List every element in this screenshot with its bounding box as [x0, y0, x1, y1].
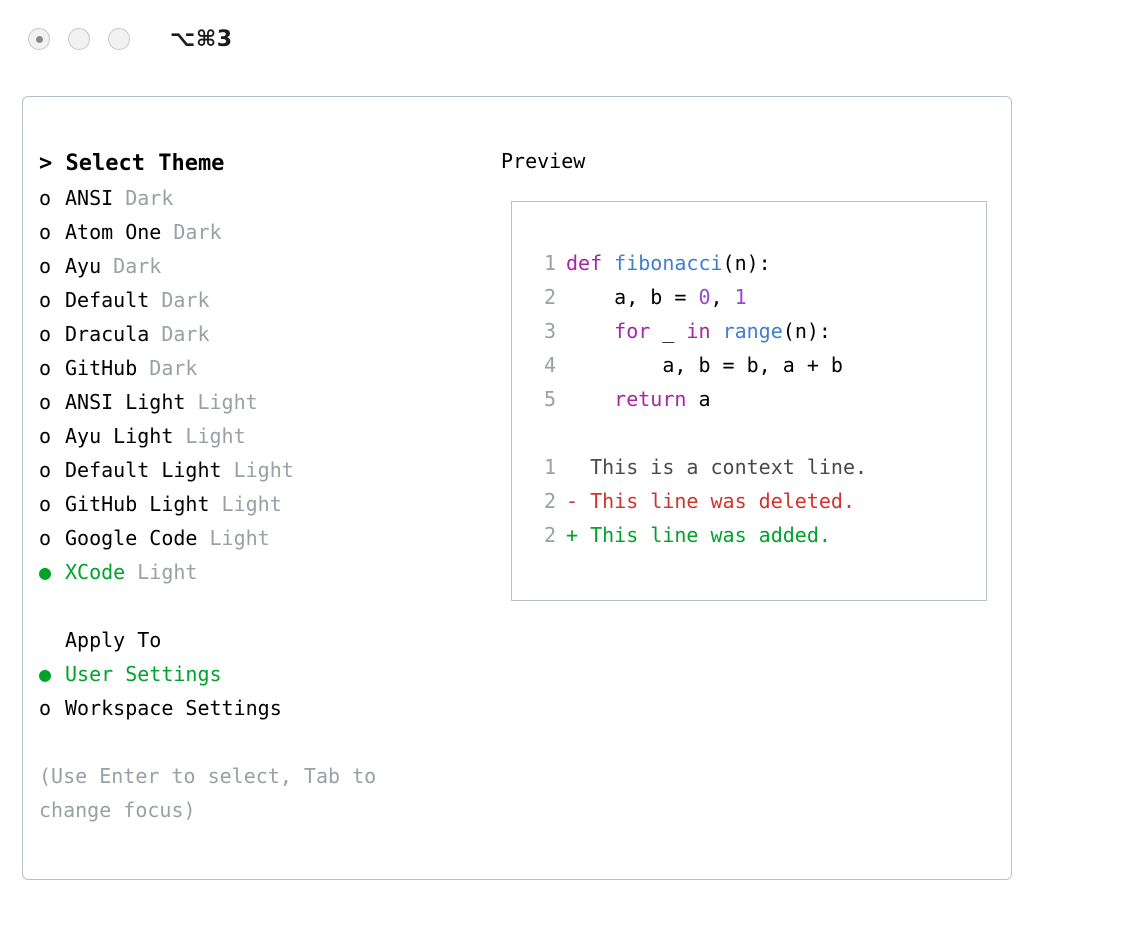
preview-code-block: [530, 246, 986, 416]
theme-option-github-light[interactable]: [39, 487, 489, 521]
apply-to-option-list: [39, 657, 489, 725]
preview-title: Preview: [501, 149, 586, 173]
code-token: fibonacci: [614, 251, 723, 275]
theme-option-variant: Dark: [113, 254, 162, 278]
label-space: [149, 322, 161, 346]
code-token: 1: [734, 285, 747, 309]
preview-blank-line: [530, 416, 986, 450]
line-number: 2: [543, 285, 556, 309]
theme-option-variant: Dark: [173, 220, 222, 244]
line-number: 1: [543, 455, 556, 479]
theme-option-dracula[interactable]: [39, 317, 489, 351]
line-number: 2: [543, 523, 556, 547]
radio-selected-icon: ●: [39, 560, 52, 584]
apply-to-option-workspace-settings[interactable]: [39, 691, 489, 725]
code-token: a, b =: [566, 285, 699, 309]
theme-option-variant: Dark: [125, 186, 174, 210]
label-space: [197, 526, 209, 550]
label-space: [101, 254, 113, 278]
apply-to-option-label: Workspace Settings: [65, 696, 282, 720]
code-token: 0: [698, 285, 711, 309]
code-token: ,: [710, 285, 735, 309]
code-token: in: [686, 319, 711, 343]
code-line: [530, 382, 986, 416]
theme-option-label: Ayu: [65, 254, 102, 278]
title-bar: [0, 0, 1140, 78]
theme-option-list: [39, 181, 489, 589]
theme-option-label: GitHub Light: [65, 492, 210, 516]
theme-selection-column: [39, 147, 489, 827]
theme-option-ayu-light[interactable]: [39, 419, 489, 453]
code-token: a, b = b, a + b: [566, 353, 843, 377]
code-token: (n):: [782, 319, 831, 343]
radio-selected-icon: ●: [39, 662, 52, 686]
theme-option-label: ANSI Light: [65, 390, 186, 414]
spacer: [39, 589, 489, 623]
code-token: + This line was added.: [566, 523, 831, 547]
code-line: [530, 484, 986, 518]
theme-option-label: XCode: [65, 560, 126, 584]
line-number: 1: [543, 251, 556, 275]
code-token: (n):: [722, 251, 771, 275]
theme-option-label: Atom One: [65, 220, 162, 244]
theme-option-ayu[interactable]: [39, 249, 489, 283]
radio-empty-icon: o: [39, 322, 52, 346]
theme-option-variant: Light: [185, 424, 246, 448]
theme-option-variant: Dark: [161, 288, 210, 312]
label-space: [185, 390, 197, 414]
radio-empty-icon: o: [39, 458, 52, 482]
label-space: [161, 220, 173, 244]
window-close-dot[interactable]: [28, 28, 50, 50]
label-space: [210, 492, 222, 516]
code-line: [530, 518, 986, 552]
window-maximize-dot[interactable]: [108, 28, 130, 50]
radio-empty-icon: o: [39, 254, 52, 278]
theme-option-label: GitHub: [65, 356, 138, 380]
theme-option-variant: Dark: [149, 356, 198, 380]
code-line: [530, 246, 986, 280]
radio-empty-icon: o: [39, 288, 52, 312]
theme-option-atom-one[interactable]: [39, 215, 489, 249]
label-space: [113, 186, 125, 210]
code-token: return: [614, 387, 687, 411]
theme-option-variant: Light: [233, 458, 294, 482]
line-number: 2: [543, 489, 556, 513]
code-line: [530, 348, 986, 382]
code-token: def: [566, 251, 615, 275]
label-space: [173, 424, 185, 448]
code-token: [566, 387, 614, 411]
preview-column: [501, 147, 1001, 547]
theme-option-variant: Light: [209, 526, 270, 550]
theme-option-variant: Dark: [161, 322, 210, 346]
line-number: 4: [543, 353, 556, 377]
theme-option-google-code[interactable]: [39, 521, 489, 555]
theme-option-default-light[interactable]: [39, 453, 489, 487]
radio-empty-icon: o: [39, 424, 52, 448]
keyboard-shortcut-label: ⌥⌘3: [170, 26, 233, 52]
theme-option-label: Dracula: [65, 322, 150, 346]
code-token: a: [686, 387, 711, 411]
line-number: 5: [543, 387, 556, 411]
apply-to-option-user-settings[interactable]: [39, 657, 489, 691]
code-token: [711, 319, 723, 343]
code-token: for: [614, 319, 651, 343]
code-token: [566, 319, 614, 343]
label-space: [149, 288, 161, 312]
code-line: [530, 280, 986, 314]
code-token: This is a context line.: [566, 455, 868, 479]
theme-option-github[interactable]: [39, 351, 489, 385]
label-space: [222, 458, 234, 482]
radio-empty-icon: o: [39, 390, 52, 414]
radio-empty-icon: o: [39, 526, 52, 550]
theme-picker-panel: [22, 96, 1012, 880]
theme-option-xcode[interactable]: [39, 555, 489, 589]
label-space: [125, 560, 137, 584]
radio-empty-icon: o: [39, 492, 52, 516]
radio-empty-icon: o: [39, 356, 52, 380]
theme-option-label: Default Light: [65, 458, 222, 482]
theme-option-ansi[interactable]: [39, 181, 489, 215]
select-theme-heading: > Select Theme: [39, 151, 225, 176]
theme-option-variant: Light: [197, 390, 258, 414]
radio-empty-icon: o: [39, 220, 52, 244]
theme-option-default[interactable]: [39, 283, 489, 317]
theme-option-variant: Light: [137, 560, 198, 584]
spacer-2: [39, 725, 489, 759]
window-close-dot-inner: [36, 36, 43, 43]
theme-option-label: Google Code: [65, 526, 198, 550]
radio-empty-icon: o: [39, 186, 52, 210]
theme-option-label: Ayu Light: [65, 424, 174, 448]
keyboard-hint-text: (Use Enter to select, Tab to change focus): [39, 764, 389, 822]
theme-option-ansi-light[interactable]: [39, 385, 489, 419]
apply-to-option-label: User Settings: [65, 662, 222, 686]
code-line: [530, 314, 986, 348]
apply-to-heading: Apply To: [65, 628, 162, 652]
line-number: 3: [543, 319, 556, 343]
label-space: [137, 356, 149, 380]
theme-option-label: Default: [65, 288, 150, 312]
window-minimize-dot[interactable]: [68, 28, 90, 50]
code-line: [530, 450, 986, 484]
preview-box: [511, 201, 987, 601]
theme-option-label: ANSI: [65, 186, 114, 210]
preview-diff-block: [530, 450, 986, 552]
radio-empty-icon: o: [39, 696, 52, 720]
code-token: range: [722, 319, 783, 343]
code-token: - This line was deleted.: [566, 489, 855, 513]
theme-option-variant: Light: [221, 492, 282, 516]
code-token: _: [650, 319, 687, 343]
